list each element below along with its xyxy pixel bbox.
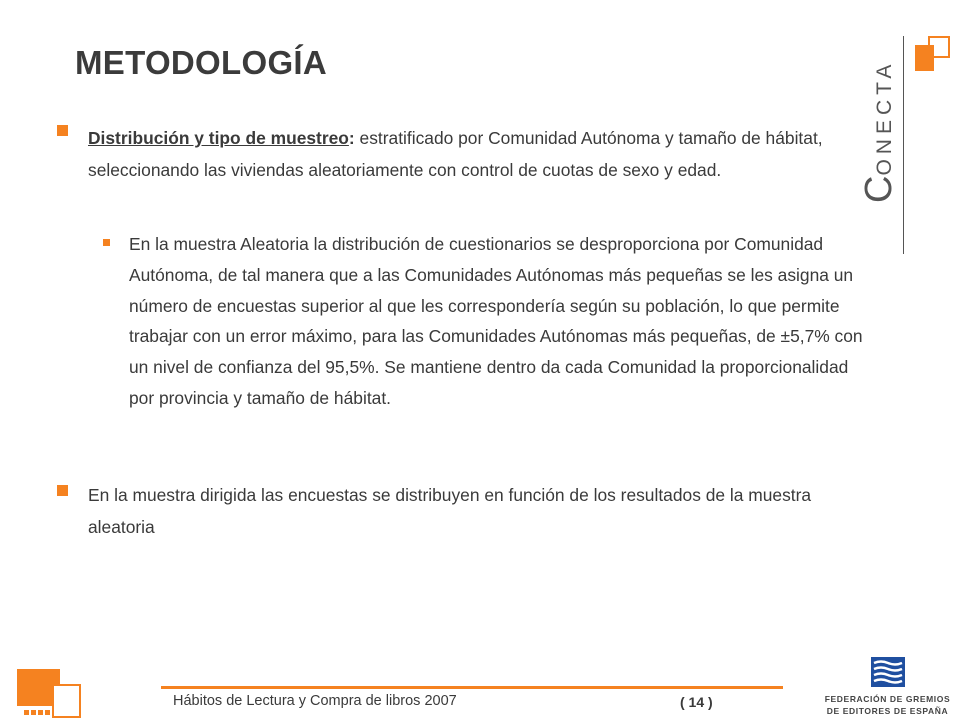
logo-square-filled <box>915 45 934 71</box>
bullet-label: Distribución y tipo de muestreo <box>88 128 349 148</box>
page-number: ( 14 ) <box>680 694 713 710</box>
fgee-line-2: DE EDITORES DE ESPAÑA <box>826 706 949 716</box>
footer-dot <box>45 710 50 715</box>
bullet-item-sampling <box>88 123 828 186</box>
bullet-marker <box>57 485 68 496</box>
logo-rest: ONECTA <box>873 59 896 176</box>
footer-dot <box>24 710 29 715</box>
conecta-logo <box>858 59 900 203</box>
fgee-logo-text <box>820 693 955 717</box>
footer-square-outline <box>52 684 81 718</box>
footer-dot <box>31 710 36 715</box>
logo-divider <box>903 36 904 254</box>
bullet-item-directed-sample: En la muestra dirigida las encuestas se distribuyen en función de los resultados de la muestra aleatoria <box>88 485 812 537</box>
bullet-text: estratificado por Comunidad Autónoma y tamaño de hábitat, seleccionando las viviendas aleatoriamente con control de cuotas de sexo y edad. <box>88 128 823 180</box>
bullet-marker <box>57 125 68 136</box>
fgee-line-1: FEDERACIÓN DE GREMIOS <box>824 694 951 704</box>
bullet-colon: : <box>348 128 355 148</box>
sub-bullet-text: En la muestra Aleatoria la distribución de cuestionarios se desproporciona por Comunidad Autónoma, de tal manera que a las Comunidades Autónomas más pequeñas se les asigna un número de encuestas superior al que les correspondería según su población, lo que permite trabajar con un error máximo, para las Comunidades Autónomas más pequeñas, de ±5,7% con un nivel de confianza del 95,5%. Se mantiene dentro da cada Comunidad la proporcionalidad por provincia y tamaño de hábitat. <box>129 234 863 408</box>
footer-dot <box>38 710 43 715</box>
fgee-logo-icon <box>871 657 905 687</box>
page-title: METODOLOGÍA <box>75 44 328 81</box>
logo-initial: C <box>858 175 900 203</box>
footer-rule <box>161 686 783 689</box>
footer-title: Hábitos de Lectura y Compra de libros 2007 <box>173 693 457 709</box>
sub-bullet-marker <box>103 239 110 246</box>
